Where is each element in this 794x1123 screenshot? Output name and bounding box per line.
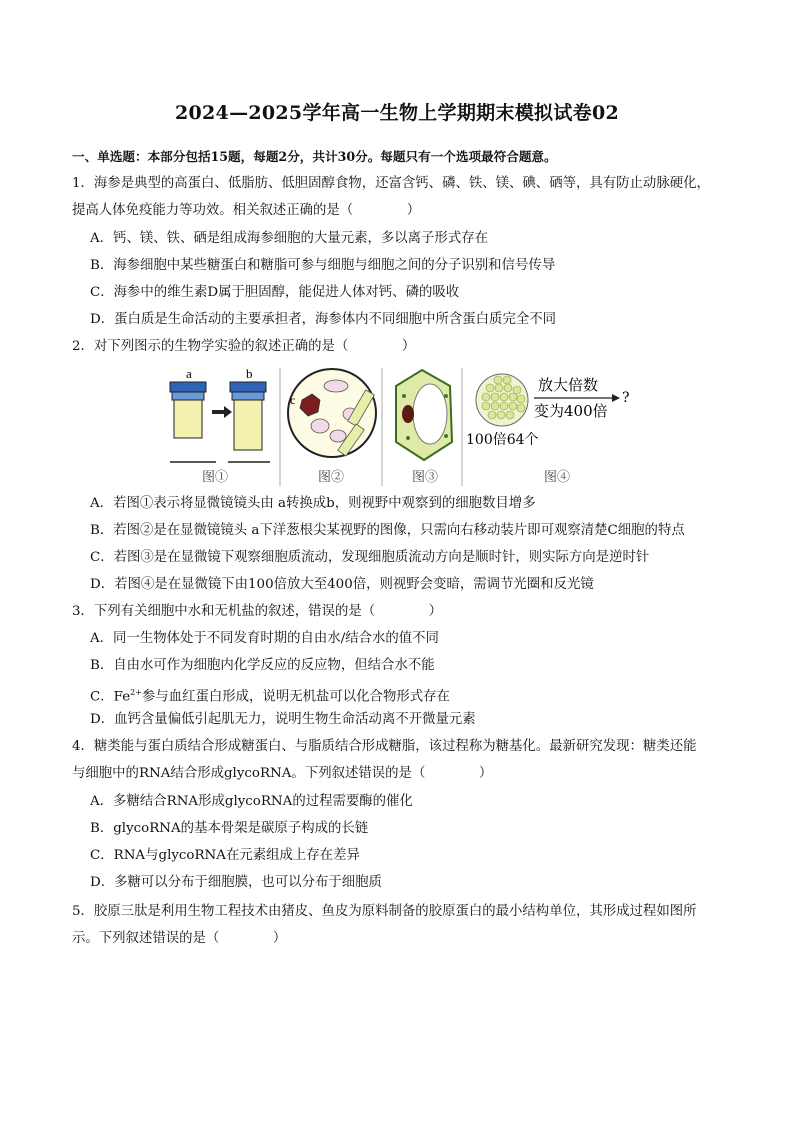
change-text: 变为400倍: [534, 402, 608, 420]
fig3-plant-cell: [396, 370, 452, 485]
q1-option-c: C．海参中的维生素D属于胆固醇，能促进人体对钙、磷的吸收: [90, 285, 460, 300]
q2-option-b: B．若图②是在显微镜镜头 a下洋葱根尖某视野的图像，只需向右移动装片即可观察清楚C细胞的特点: [90, 523, 685, 538]
q1-option-a: A．钙、镁、铁、硒是组成海参细胞的大量元素，多以离子形式存在: [90, 231, 488, 246]
question-mark: ?: [622, 390, 630, 406]
fig2-label: 图②: [318, 470, 345, 485]
fig1-objectives: [170, 366, 270, 485]
magnify-text: 放大倍数: [538, 376, 599, 394]
page-title: 2024—2025学年高一生物上学期期末模拟试卷02: [174, 102, 619, 124]
fig1-label: 图①: [202, 470, 229, 485]
q3-option-d: D．血钙含量偏低引起肌无力，说明生物生命活动离不开微量元素: [90, 712, 476, 727]
q1-stem-line1: 1．海参是典型的高蛋白、低脂肪、低胆固醇食物，还富含钙、磷、铁、镁、碘、硒等，具有防止动脉硬化，: [72, 176, 710, 191]
q4-stem-line2: 与细胞中的RNA结合形成glycoRNA。下列叙述错误的是（ ）: [72, 766, 493, 781]
q5-stem-line2: 示。下列叙述错误的是（ ）: [72, 931, 287, 946]
label-a: a: [186, 366, 192, 381]
q3-option-c-superscript: 2+: [130, 688, 142, 697]
q4-option-b: B．glycoRNA的基本骨架是碳原子构成的长链: [90, 821, 369, 836]
q4-option-d: D．多糖可以分布于细胞膜，也可以分布于细胞质: [90, 875, 382, 890]
q3-option-a: A．同一生物体处于不同发育时期的自由水/结合水的值不同: [90, 631, 439, 646]
q1-option-d: D．蛋白质是生命活动的主要承担者，海参体内不同细胞中所含蛋白质完全不同: [90, 312, 557, 327]
q5-stem-line1: 5．胶原三肽是利用生物工程技术由猪皮、鱼皮为原料制备的胶原蛋白的最小结构单位，其形成过程如图所: [72, 904, 697, 919]
count-text: 100倍64个: [466, 432, 539, 448]
fig4-label: 图④: [544, 470, 571, 485]
q2-stem: 2．对下列图示的生物学实验的叙述正确的是（ ）: [72, 339, 416, 354]
q2-option-a: A．若图①表示将显微镜镜头由 a转换成b，则视野中观察到的细胞数目增多: [90, 496, 536, 511]
q3-option-c: [90, 684, 450, 706]
q1-stem-line2: 提高人体免疫能力等功效。相关叙述正确的是（ ）: [72, 203, 421, 218]
microscope-figure: [160, 366, 640, 486]
q3-option-c-suffix: 参与血红蛋白形成，说明无机盐可以化合物形式存在: [141, 689, 450, 705]
q2-option-d: D．若图④是在显微镜下由100倍放大至400倍，则视野会变暗，需调节光圈和反光镜: [90, 577, 594, 592]
fig4-magnification: [466, 374, 630, 485]
q2-figure: [160, 366, 640, 486]
q3-option-b: B．自由水可作为细胞内化学反应的反应物，但结合水不能: [90, 658, 435, 673]
q3-option-c-prefix: C．Fe: [90, 689, 131, 705]
q3-stem: 3．下列有关细胞中水和无机盐的叙述，错误的是（ ）: [72, 604, 443, 619]
q2-option-c: C．若图③是在显微镜下观察细胞质流动，发现细胞质流动方向是顺时针，则实际方向是逆时针: [90, 550, 650, 565]
fig3-label: 图③: [412, 470, 439, 485]
label-b: b: [246, 366, 253, 381]
q4-stem-line1: 4．糖类能与蛋白质结合形成糖蛋白、与脂质结合形成糖脂，该过程称为糖基化。最新研究发现：糖类还能: [72, 739, 697, 754]
q1-option-b: B．海参细胞中某些糖蛋白和糖脂可参与细胞与细胞之间的分子识别和信号传导: [90, 258, 556, 273]
label-c: c: [290, 393, 296, 407]
section-heading: 一、单选题：本部分包括15题，每题2分，共计30分。每题只有一个选项最符合题意。: [72, 149, 557, 164]
fig2-cells: [288, 369, 376, 485]
q4-option-a: A．多糖结合RNA形成glycoRNA的过程需要酶的催化: [90, 794, 413, 809]
q4-option-c: C．RNA与glycoRNA在元素组成上存在差异: [90, 848, 360, 863]
